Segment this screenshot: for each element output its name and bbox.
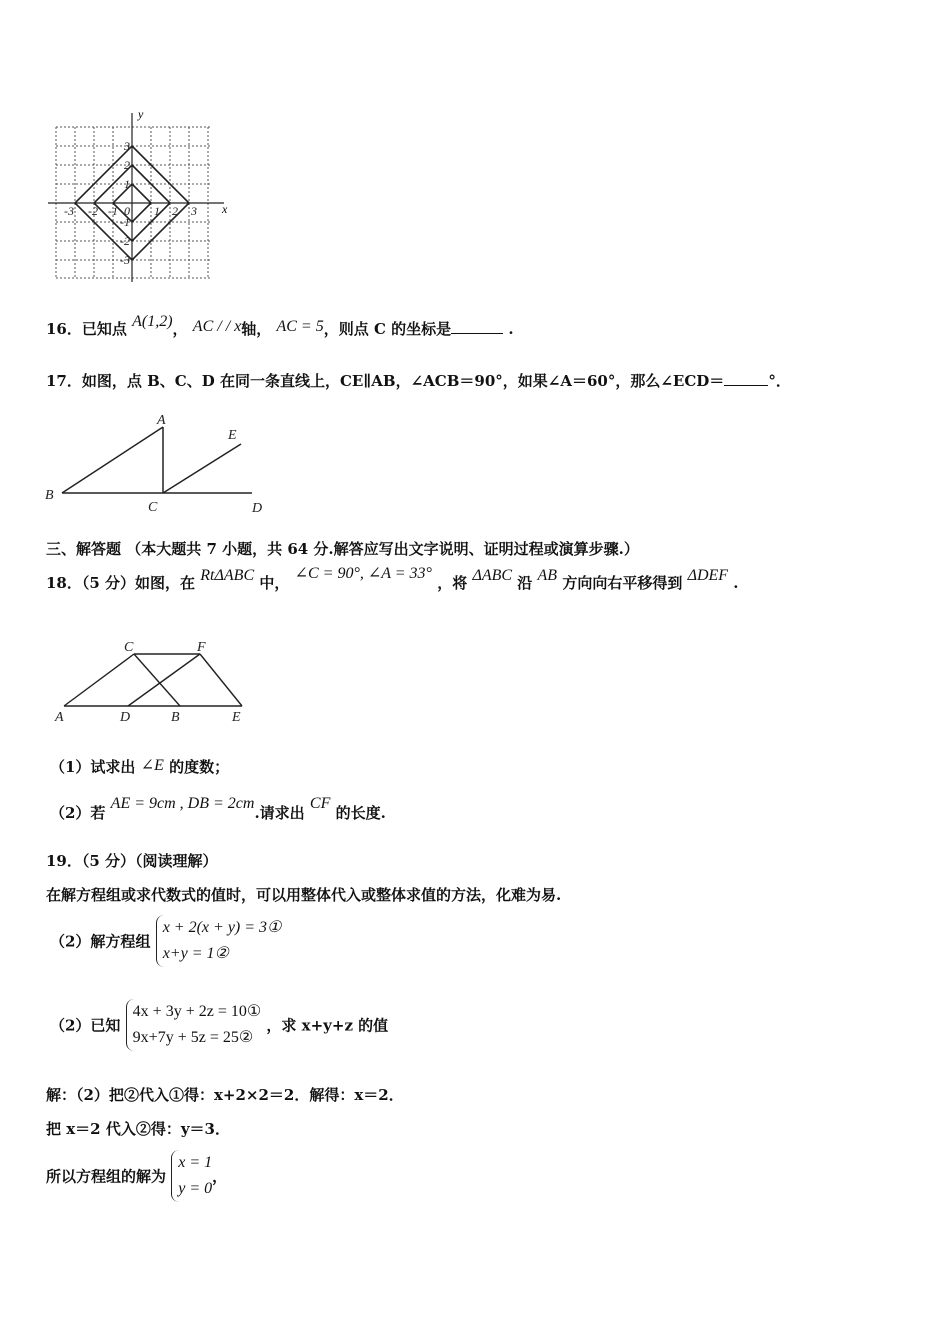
q18-sub1-post: 的度数； bbox=[169, 758, 230, 776]
x-tick: 1 bbox=[154, 204, 160, 218]
q17-label-d: D bbox=[252, 501, 263, 516]
q18-dir: 方向向右平移得到 bbox=[562, 574, 683, 592]
y-axis-label: y bbox=[138, 108, 144, 121]
q17-text: 17．如图，点 B、C、D 在同一条直线上，CE∥AB，∠ACB＝90°，如果∠A＝60°，那么∠ECD＝ bbox=[46, 372, 725, 390]
q18-label-b: B bbox=[171, 710, 180, 725]
q18-abc: ΔABC bbox=[472, 567, 513, 584]
q18-dot: . bbox=[733, 574, 739, 592]
q18-sub2-post: 的长度. bbox=[335, 804, 386, 822]
x-tick: -2 bbox=[88, 204, 98, 218]
q19-part2-system bbox=[126, 999, 262, 1051]
q18-label-a: A bbox=[55, 710, 64, 725]
q16-answer-blank bbox=[451, 321, 503, 334]
q19-sol3-end: ， bbox=[212, 1167, 228, 1186]
q17-figure bbox=[40, 410, 280, 522]
q16-end: . bbox=[508, 320, 514, 338]
q16-parallel: AC / / x bbox=[192, 318, 242, 335]
q17-label-a: A bbox=[157, 413, 166, 428]
q18-sub2-mid: .请求出 bbox=[254, 804, 305, 822]
q16-sep: ， bbox=[172, 320, 188, 338]
section-3-heading: 三、解答题 （本大题共 7 小题，共 64 分.解答应写出文字说明、证明过程或演算步骤.） bbox=[46, 540, 639, 558]
q18-sub1 bbox=[50, 756, 229, 777]
q19-part1-eq1: x + 2(x + y) = 3① bbox=[162, 919, 282, 936]
question-19-heading: 19．（5 分）（阅读理解） bbox=[46, 852, 218, 870]
x-tick: 0 bbox=[124, 204, 130, 218]
q19-sol3-eq2: y = 0 bbox=[178, 1180, 213, 1197]
q17-answer-blank bbox=[724, 373, 768, 386]
q17-label-b: B bbox=[45, 488, 54, 503]
q18-number: 18．（5 分）如图，在 bbox=[46, 574, 196, 592]
question-18 bbox=[46, 565, 739, 593]
q18-sub1-pre: （1）试求出 bbox=[50, 758, 136, 776]
q19-part1 bbox=[50, 915, 281, 967]
q18-figure bbox=[48, 634, 252, 726]
q19-part2-eq2: 9x+7y + 5z = 25② bbox=[132, 1029, 254, 1046]
q18-sub2-pre: （2）若 bbox=[50, 804, 106, 822]
q18-label-e: E bbox=[232, 710, 241, 725]
q19-part2-ask: ，求 x+y+z 的值 bbox=[266, 1016, 389, 1035]
q16-number: 16．已知点 bbox=[46, 320, 127, 338]
q19-sol3-label: 所以方程组的解为 bbox=[46, 1167, 167, 1186]
q18-sub2-cf: CF bbox=[309, 795, 331, 812]
y-tick: 1 bbox=[124, 177, 130, 191]
q16-length: AC = 5 bbox=[276, 318, 324, 335]
y-tick: -2 bbox=[120, 234, 130, 248]
y-tick: 3 bbox=[124, 139, 130, 153]
q17-label-c: C bbox=[148, 500, 158, 515]
q19-part2-label: （2）已知 bbox=[50, 1016, 121, 1035]
x-axis-label: x bbox=[222, 202, 228, 216]
q18-label-c: C bbox=[124, 640, 134, 655]
y-tick: -3 bbox=[120, 253, 130, 267]
q19-part1-label: （2）解方程组 bbox=[50, 932, 151, 951]
x-tick: 3 bbox=[191, 204, 197, 218]
q18-zhong: 中， bbox=[259, 574, 290, 592]
q16-axis-text: 轴， bbox=[241, 320, 272, 338]
q17-end: °． bbox=[768, 372, 791, 390]
q18-label-f: F bbox=[197, 640, 206, 655]
q19-solution-line3 bbox=[46, 1150, 227, 1202]
q16-point-a: A(1,2) bbox=[132, 313, 173, 330]
q17-label-e: E bbox=[228, 428, 237, 443]
question-16 bbox=[46, 313, 514, 339]
q18-ab: AB bbox=[537, 567, 558, 584]
y-tick: -1 bbox=[120, 215, 130, 229]
q18-sub1-angle: ∠E bbox=[140, 757, 164, 774]
x-tick: -3 bbox=[64, 204, 74, 218]
q16-rest: ，则点 C 的坐标是 bbox=[323, 320, 452, 338]
q19-part1-eq2: x+y = 1② bbox=[162, 945, 229, 962]
question-17 bbox=[46, 370, 791, 391]
nested-squares-grid-figure bbox=[46, 108, 236, 286]
q19-sol3-eq1: x = 1 bbox=[178, 1154, 213, 1171]
q18-yan: 沿 bbox=[517, 574, 533, 592]
q18-angles: ∠C = 90°, ∠A = 33° bbox=[294, 565, 432, 582]
q18-sub2 bbox=[50, 795, 386, 823]
q19-solution-line1: 解：（2）把②代入①得：x+2×2＝2．解得：x＝2． bbox=[46, 1086, 404, 1104]
y-tick: 2 bbox=[124, 158, 130, 172]
q18-tri: RtΔABC bbox=[200, 567, 255, 584]
x-tick: 2 bbox=[172, 204, 178, 218]
q19-part2 bbox=[50, 999, 388, 1051]
q19-solution-line2: 把 x＝2 代入②得：y＝3． bbox=[46, 1120, 230, 1138]
q19-intro: 在解方程组或求代数式的值时，可以用整体代入或整体求值的方法，化难为易. bbox=[46, 886, 562, 904]
q19-sol3-system bbox=[171, 1150, 212, 1202]
x-tick: -1 bbox=[108, 204, 118, 218]
q18-label-d: D bbox=[120, 710, 131, 725]
q18-jiang: ，将 bbox=[437, 574, 468, 592]
q18-sub2-cond: AE = 9cm , DB = 2cm bbox=[110, 795, 255, 812]
q18-def: ΔDEF bbox=[687, 567, 729, 584]
q19-part1-system bbox=[156, 915, 282, 967]
q19-part2-eq1: 4x + 3y + 2z = 10① bbox=[132, 1003, 262, 1020]
